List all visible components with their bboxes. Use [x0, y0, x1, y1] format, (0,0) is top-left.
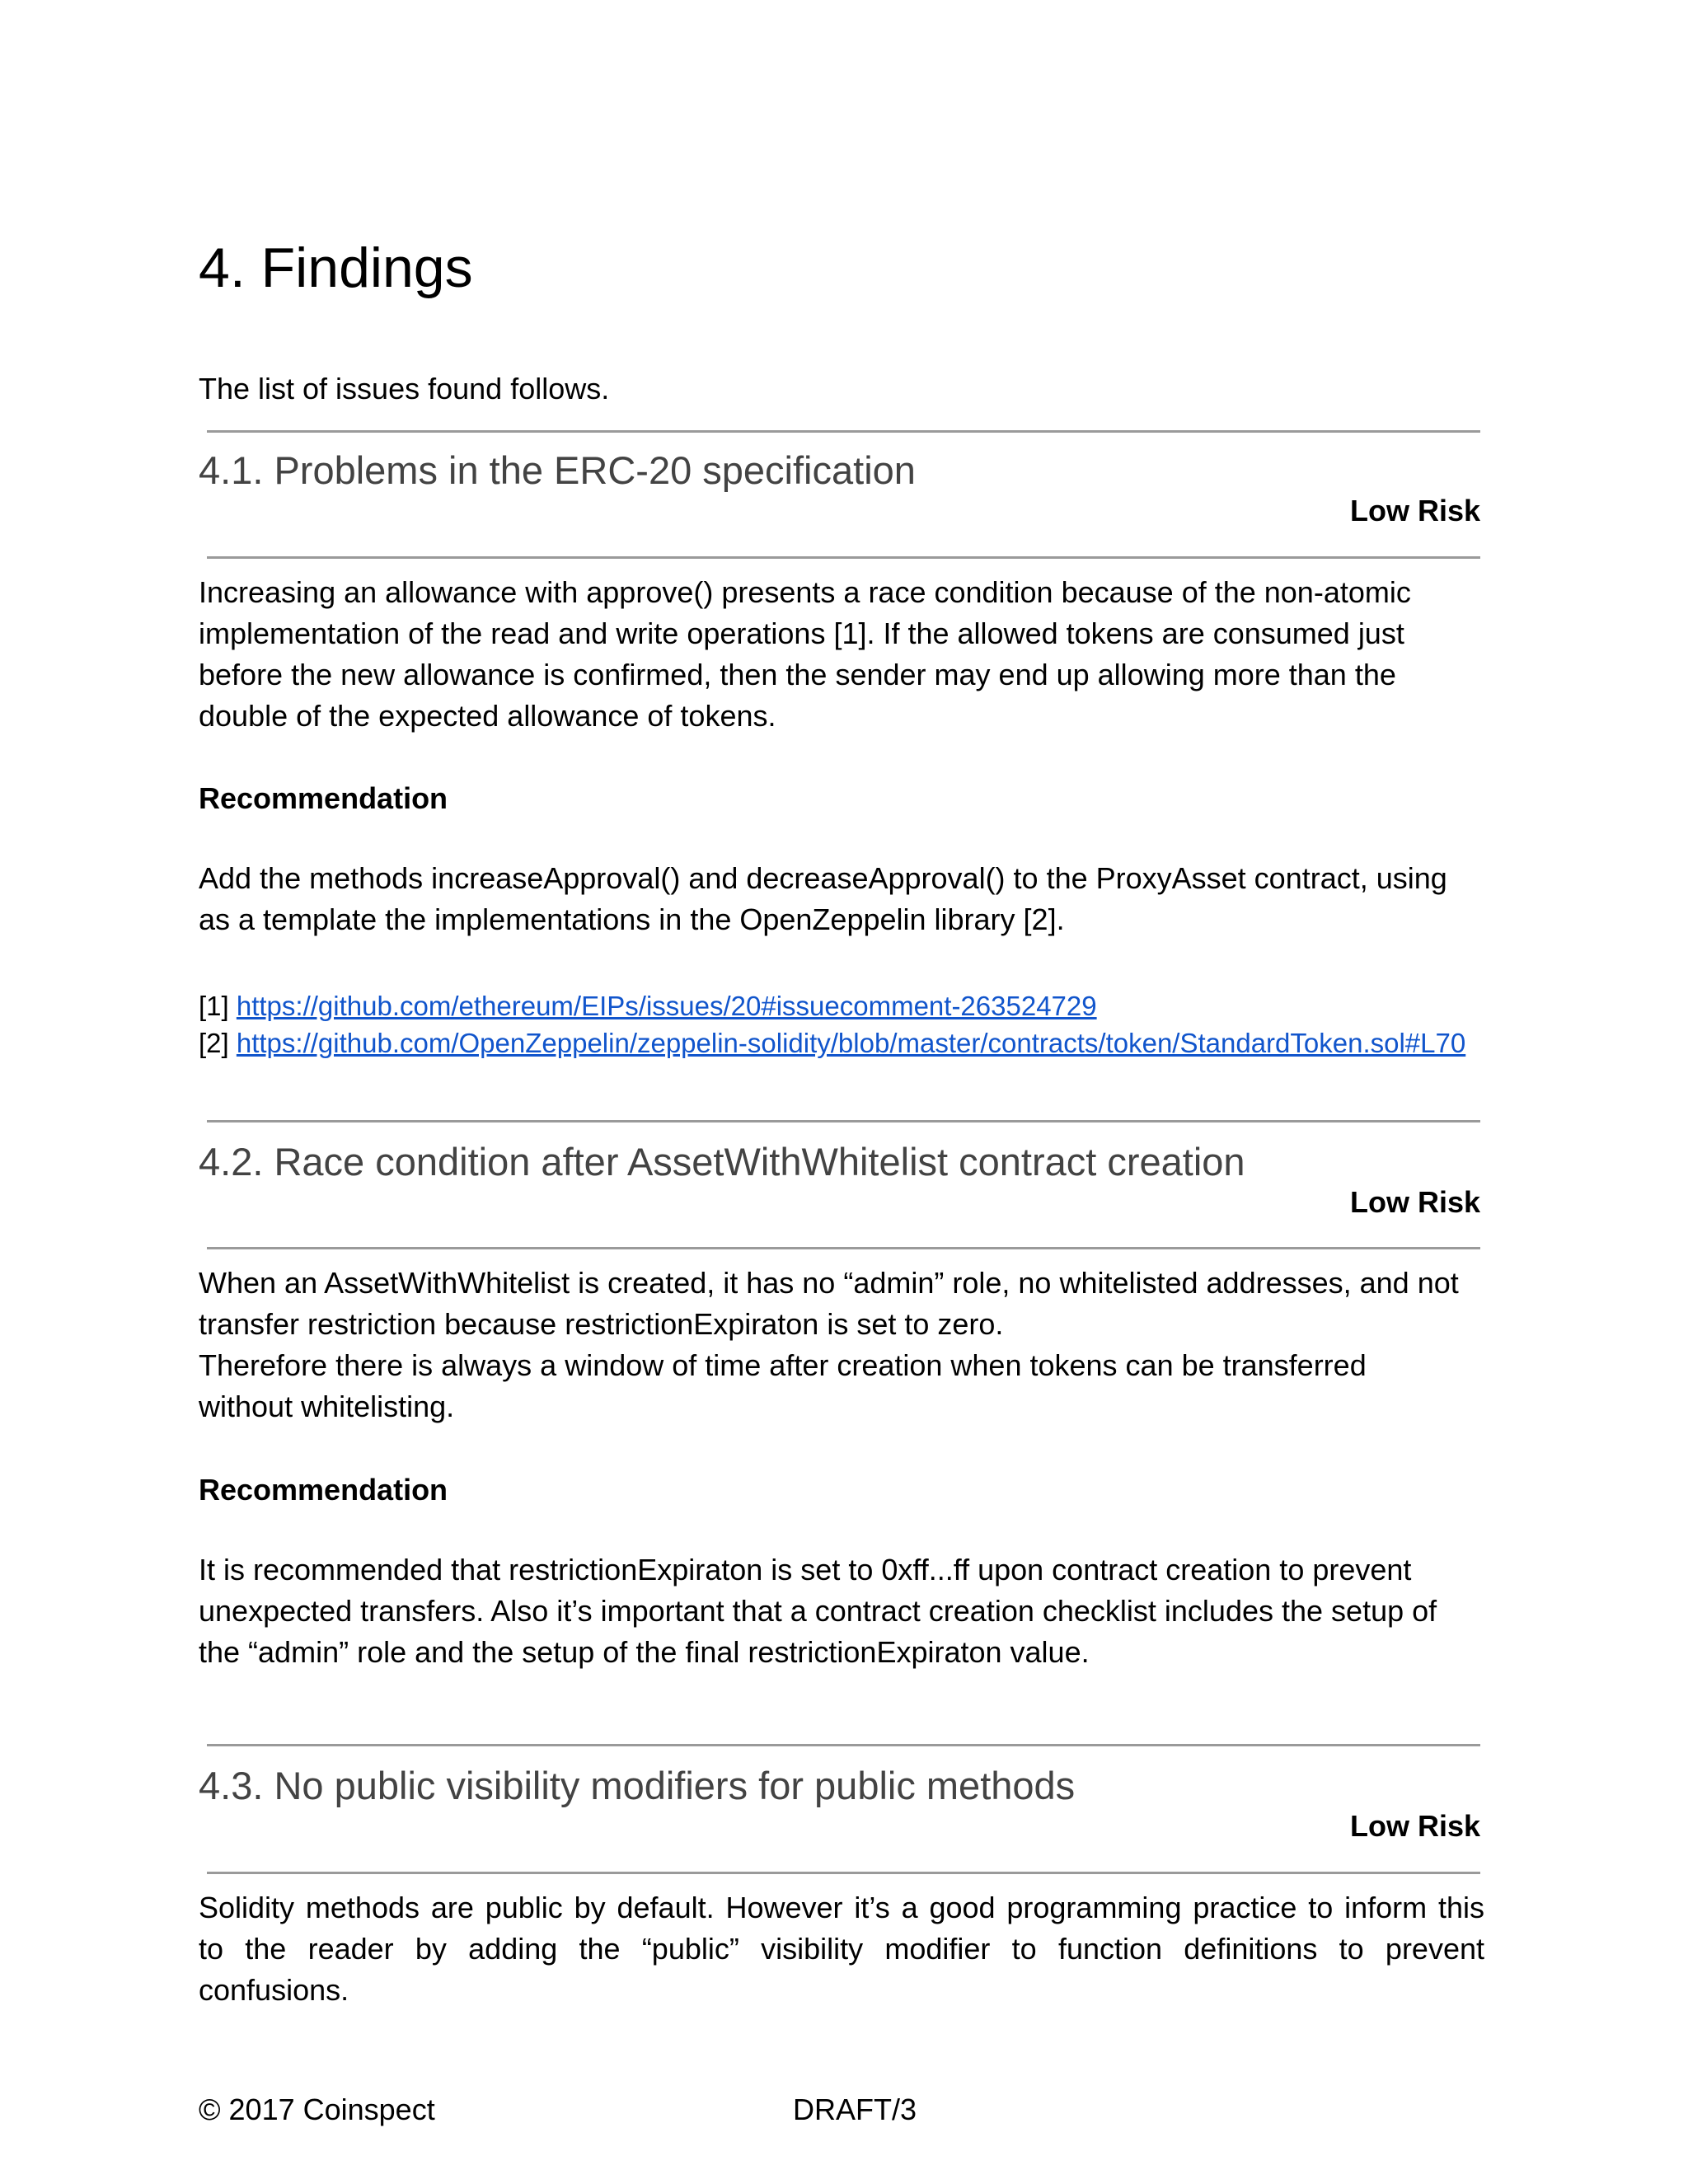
reference-label: [2] — [199, 1028, 237, 1058]
text-line: implementation of the read and write operations [1]. If the allowed tokens are consumed just — [199, 616, 1404, 650]
finding-4-2-description — [199, 1263, 1484, 1427]
footer-page-label: DRAFT/3 — [793, 2093, 917, 2126]
intro-text: The list of issues found follows. — [199, 372, 610, 405]
text-line: the “admin” role and the setup of the final restrictionExpiraton value. — [199, 1635, 1090, 1669]
text-line: as a template the implementations in the OpenZeppelin library [2]. — [199, 902, 1065, 936]
reference-label: [1] — [199, 991, 237, 1021]
text-line: confusions. — [199, 1973, 349, 2007]
section-divider-top-4-1 — [207, 430, 1480, 433]
page-title: 4. Findings — [199, 237, 473, 299]
reference-link[interactable]: https://github.com/ethereum/EIPs/issues/20#issuecomment-263524729 — [236, 991, 1097, 1021]
finding-4-1-references — [199, 987, 1465, 1062]
text-line: Therefore there is always a window of time after creation when tokens can be transferred — [199, 1348, 1367, 1382]
text-line: It is recommended that restrictionExpiraton is set to 0xff...ff upon contract creation to prevent — [199, 1553, 1412, 1586]
finding-4-3-risk-badge: Low Risk — [1349, 1809, 1480, 1843]
finding-4-1-recommendation — [199, 858, 1484, 940]
finding-4-2-risk-badge: Low Risk — [1349, 1185, 1480, 1219]
finding-4-2-recommendation-heading: Recommendation — [199, 1473, 448, 1507]
section-divider-bottom-4-3 — [207, 1872, 1480, 1874]
finding-4-3-description — [199, 1887, 1484, 2011]
text-line: double of the expected allowance of tokens. — [199, 699, 776, 733]
text-line: transfer restriction because restrictionExpiraton is set to zero. — [199, 1307, 1004, 1341]
text-line: before the new allowance is confirmed, then the sender may end up allowing more than the — [199, 658, 1396, 691]
text-line: without whitelisting. — [199, 1390, 455, 1423]
section-divider-bottom-4-1 — [207, 556, 1480, 559]
reference-item — [199, 987, 1465, 1024]
text-line: Solidity methods are public by default. However it’s a good programming practice to inform this — [199, 1891, 1484, 1924]
text-line: When an AssetWithWhitelist is created, it has no “admin” role, no whitelisted addresses, and not — [199, 1266, 1459, 1300]
finding-4-1-recommendation-heading: Recommendation — [199, 781, 448, 815]
section-divider-top-4-3 — [207, 1744, 1480, 1746]
finding-4-1-title: 4.1. Problems in the ERC-20 specification — [199, 448, 916, 492]
footer-copyright: © 2017 Coinspect — [199, 2093, 435, 2126]
text-line: unexpected transfers. Also it’s important that a contract creation checklist includes the setup of — [199, 1594, 1437, 1628]
finding-4-1-risk-badge: Low Risk — [1349, 494, 1480, 527]
text-line: Increasing an allowance with approve() presents a race condition because of the non-atomic — [199, 575, 1411, 609]
finding-4-3-title: 4.3. No public visibility modifiers for public methods — [199, 1764, 1076, 1807]
section-divider-bottom-4-2 — [207, 1247, 1480, 1249]
text-line: Add the methods increaseApproval() and decreaseApproval() to the ProxyAsset contract, using — [199, 861, 1447, 895]
finding-4-2-title: 4.2. Race condition after AssetWithWhitelist contract creation — [199, 1140, 1245, 1183]
section-divider-top-4-2 — [207, 1120, 1480, 1122]
text-line: to the reader by adding the “public” visibility modifier to function definitions to prevent — [199, 1932, 1484, 1966]
finding-4-2-recommendation — [199, 1549, 1484, 1673]
reference-link[interactable]: https://github.com/OpenZeppelin/zeppelin-solidity/blob/master/contracts/token/StandardToken.sol#L70 — [236, 1028, 1466, 1058]
reference-item — [199, 1024, 1465, 1062]
finding-4-1-description — [199, 572, 1484, 737]
